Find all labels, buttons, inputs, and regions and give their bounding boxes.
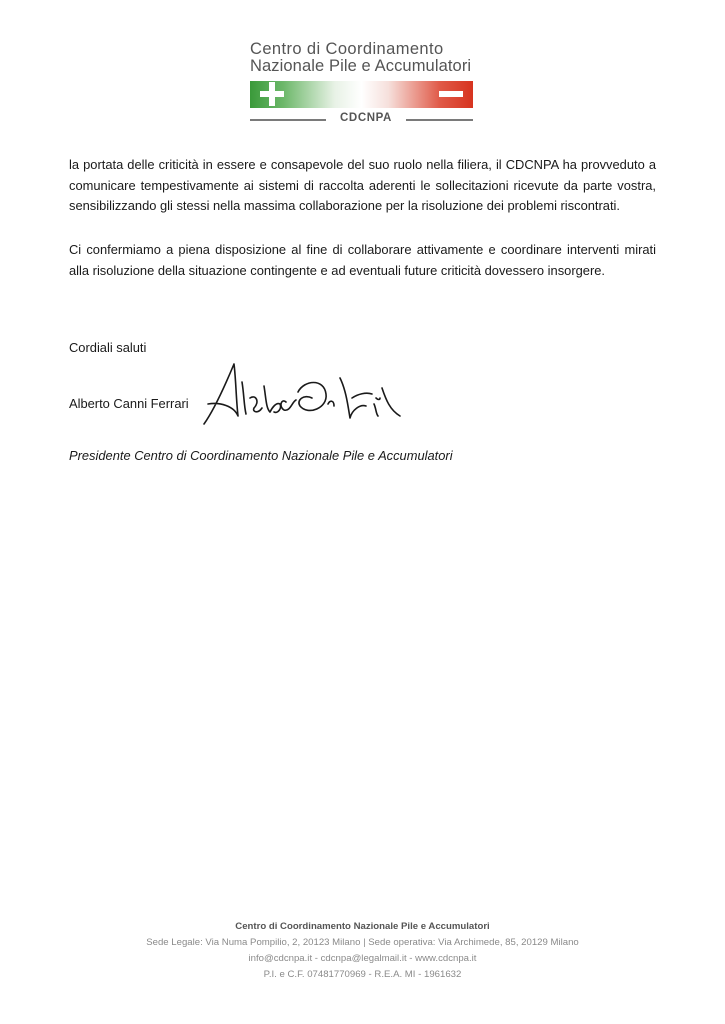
footer-registry: P.I. e C.F. 07481770969 - R.E.A. MI - 1961632 bbox=[263, 969, 462, 980]
logo-rule-right bbox=[406, 119, 473, 121]
logo-title-line2: Nazionale Pile e Accumulatori bbox=[250, 57, 472, 75]
body-paragraph-2: Ci confermiamo a piena disposizione al fine di collaborare attivamente e coordinare interventi mirati alla risoluzione della situazione contingente e ad eventuali future criticità dovessero insorgere. bbox=[69, 242, 656, 278]
cdcnpa-logo bbox=[248, 40, 478, 124]
plus-icon bbox=[260, 82, 284, 106]
footer-contacts: info@cdcnpa.it - cdcnpa@legalmail.it - www.cdcnpa.it bbox=[248, 953, 477, 964]
minus-icon bbox=[439, 91, 463, 97]
footer-address: Sede Legale: Via Numa Pompilio, 2, 20123 Milano | Sede operativa: Via Archimede, 85, 20129 Milano bbox=[146, 937, 579, 948]
signer-name: Alberto Canni Ferrari bbox=[69, 396, 189, 411]
closing-greeting: Cordiali saluti bbox=[69, 340, 147, 355]
logo-title-line1: Centro di Coordinamento bbox=[250, 40, 444, 58]
logo-rule-left bbox=[250, 119, 326, 121]
footer-title: Centro di Coordinamento Nazionale Pile e Accumulatori bbox=[235, 921, 490, 932]
body-paragraph-1: la portata delle criticità in essere e consapevole del suo ruolo nella filiera, il CDCNPA ha provveduto a comunicare tempestivamente ai sistemi di raccolta aderenti le sollecitazioni ricevute da parte vostra, sensibilizzando gli stessi nella massima collaborazione per la risoluzione dei problemi riscontrati. bbox=[69, 157, 656, 213]
signer-role: Presidente Centro di Coordinamento Nazionale Pile e Accumulatori bbox=[69, 448, 453, 463]
letter-footer bbox=[0, 919, 725, 983]
logo-acronym: CDCNPA bbox=[340, 112, 392, 124]
handwritten-signature bbox=[200, 358, 408, 434]
